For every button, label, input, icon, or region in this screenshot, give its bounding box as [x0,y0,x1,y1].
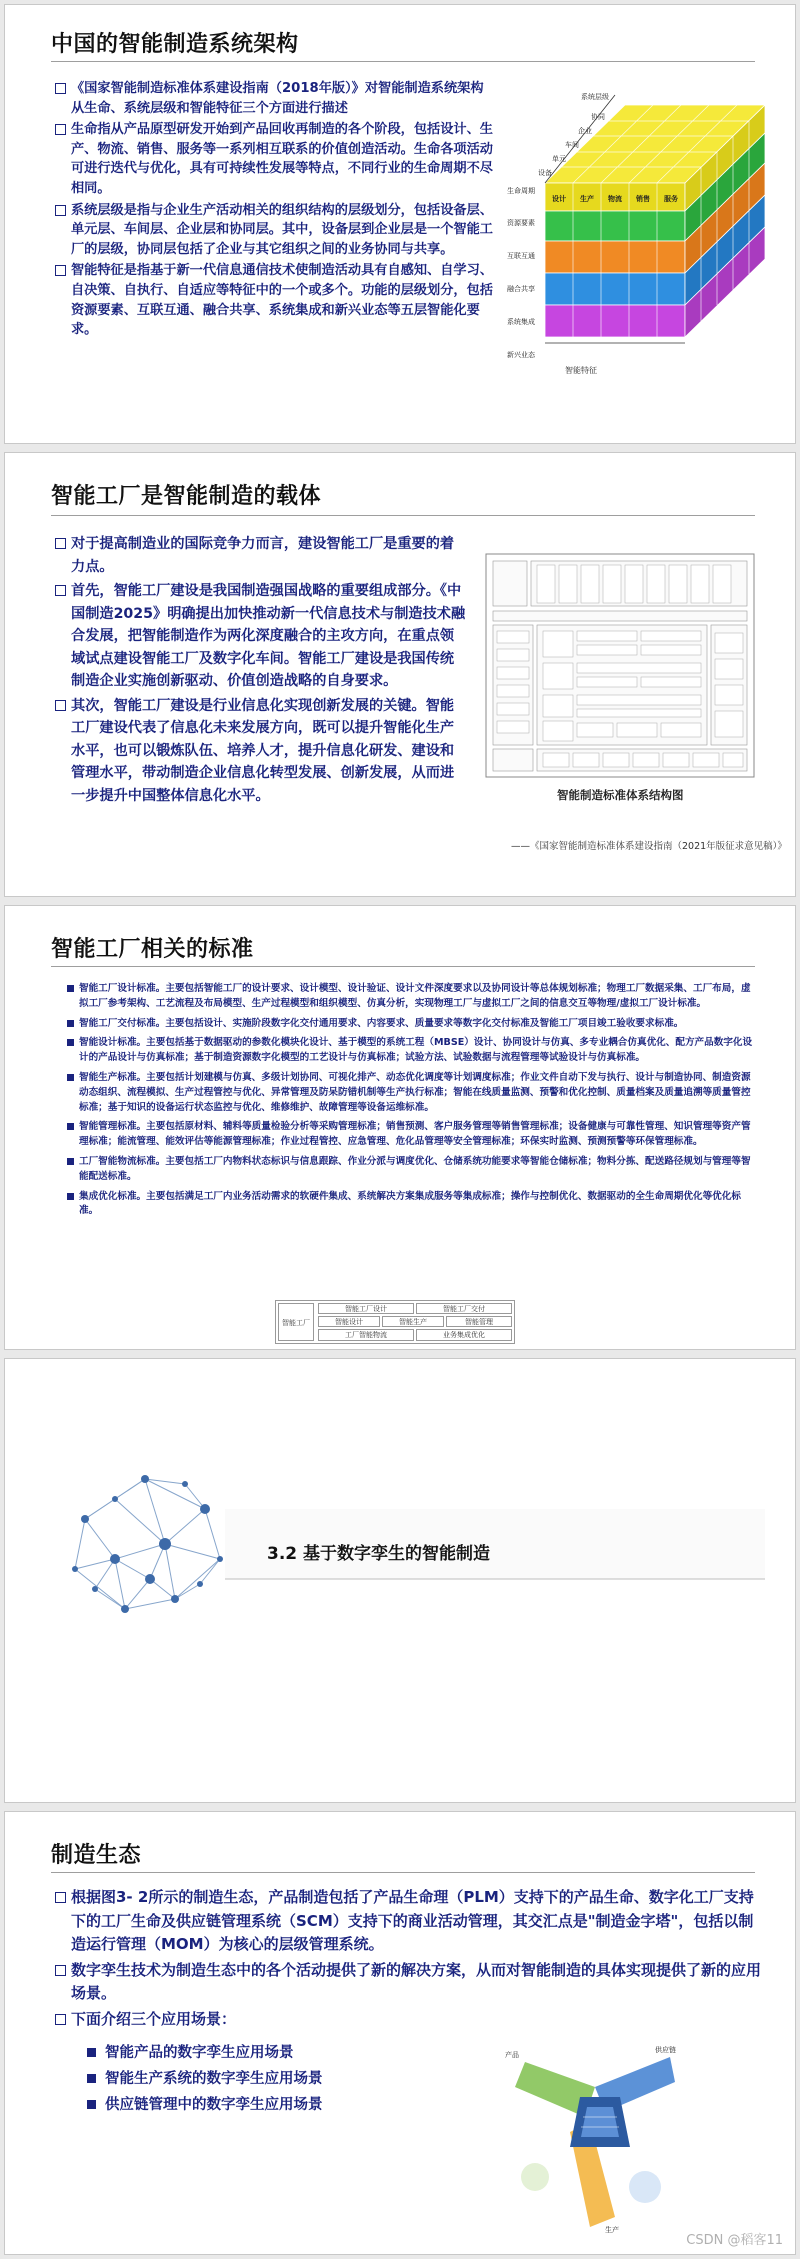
square-bullet-icon [67,1158,74,1165]
square-bullet-icon [87,2100,96,2109]
network-sphere-graphic [55,1459,235,1629]
cube-layer-label: 互联互通 [507,252,535,260]
slide-manufacturing-ecosystem [4,1811,796,2255]
slide-title: 智能工厂相关的标准 [51,937,254,962]
figure-source: ——《国家智能制造标准体系建设指南（2021年版征求意见稿）》 [511,841,787,852]
standard-item: 智能设计标准。主要包括基于数据驱动的参数化模块化设计、基于模型的系统工程（MBSE）设计、协同设计与仿真、多专业耦合仿真优化、配方产品数字化设计的产品设计与仿真标准；基于制造资源数字化模型的工艺设计与仿真标准；试验方法、试验数据与流程管理等试验设计与仿真标准。 [67,1036,757,1066]
bullet-list [55,79,493,340]
cube-front-label: 生产 [580,195,594,203]
diagram-label-supply-chain: 供应链 [655,2046,676,2054]
cube-top-level: 协同 [591,113,605,121]
square-bullet-icon [67,1074,74,1081]
checkbox-bullet-icon [55,205,66,216]
checkbox-bullet-icon [55,124,66,135]
cube-front-label: 销售 [636,195,650,203]
cube-axis-top: 系统层级 [581,93,609,101]
scenario-item: 智能生产系统的数字孪生应用场景 [87,2066,323,2092]
square-bullet-icon [67,985,74,992]
cube-layer-label: 资源要素 [507,219,535,227]
standard-item: 智能生产标准。主要包括计划建模与仿真、多级计划协同、可视化排产、动态优化调度等计划调度标准；作业文件自动下发与执行、设计与制造协同、制造资源动态组织、流程模拟、生产过程管控与优化、异常管理及防呆防错机制等生产执行标准；智能在线质量监测、预警和优化控制、质量档案及质量追溯等质量管控标准；基于知识的设备运行状态监控与优化、维修维护、故障管理等设备运维标准。 [67,1071,757,1115]
square-bullet-icon [67,1020,74,1027]
cube-left-label: 生命周期 [507,187,535,195]
slide-title: 智能工厂是智能制造的载体 [51,484,322,509]
checkbox-bullet-icon [55,700,66,711]
checkbox-bullet-icon [55,2014,66,2025]
standards-list [67,982,757,1224]
slide-standards [4,905,796,1350]
checkbox-bullet-icon [55,265,66,276]
diagram-label-product: 产品 [505,2051,519,2059]
checkbox-bullet-icon [55,83,66,94]
smart-factory-standard-diagram [275,1300,515,1344]
cube-bottom-axis: 智能特征 [565,366,597,375]
square-bullet-icon [87,2048,96,2057]
standard-item: 智能管理标准。主要包括原材料、辅料等质量检验分析等采购管理标准；销售预测、客户服务管理等销售管理标准；设备健康与可靠性管理、知识管理等资产管理标准；能流管理、能效评估等能源管理标准；作业过程管控、应急管理、危化品管理等安全管理标准；环保实时监测、预测预警等环保管理标准。 [67,1120,757,1150]
bullet-item: 其次，智能工厂建设是行业信息化实现创新发展的关键。智能工厂建设代表了信息化未来发展方向，既可以提升智能化生产水平，也可以锻炼队伍、培养人才，提升信息化研发、建设和管理水平，带动制造企业信息化转型发展、创新发展，从而进一步提升中国整体信息化水平。 [55,695,467,808]
diagram-cell: 智能设计 [318,1316,380,1327]
diagram-label-production: 生产 [605,2226,619,2234]
square-bullet-icon [67,1193,74,1200]
checkbox-bullet-icon [55,1892,66,1903]
cube-body [545,105,765,337]
standard-item: 工厂智能物流标准。主要包括工厂内物料状态标识与信息跟踪、作业分派与调度优化、仓储系统功能要求等智能仓储标准；物料分拣、配送路径规划与管理等智能配送标准。 [67,1155,757,1185]
square-bullet-icon [67,1039,74,1046]
checkbox-bullet-icon [55,538,66,549]
watermark: CSDN @稻客11 [686,2233,783,2248]
standard-item: 智能工厂交付标准。主要包括设计、实施阶段数字化交付通用要求、内容要求、质量要求等数字化交付标准及智能工厂项目竣工验收要求标准。 [67,1017,757,1032]
title-rule [51,966,755,967]
bullet-item: 下面介绍三个应用场景： [55,2008,763,2032]
slide-title: 中国的智能制造系统架构 [51,32,299,57]
bullet-item: 对于提高制造业的国际竞争力而言，建设智能工厂是重要的着力点。 [55,533,467,578]
bullet-item: 首先，智能工厂建设是我国制造强国战略的重要组成部分。《中国制造2025》明确提出加快推动新一代信息技术与制造技术融合发展，把智能制造作为两化深度融合的主攻方向，在重点领域试点建设智能工厂及数字化车间。智能工厂建设是我国传统制造企业实施创新驱动、价值创造战略的自身要求。 [55,580,467,693]
diagram-cell: 智能工厂设计 [318,1303,414,1314]
cube-layer-label: 融合共享 [507,285,535,293]
diagram-cell: 业务集成优化 [416,1329,512,1341]
cube-front-label: 服务 [664,195,678,203]
square-bullet-icon [67,1123,74,1130]
diagram-cell: 智能生产 [382,1316,444,1327]
bullet-list [55,533,467,807]
bullet-item: 《国家智能制造标准体系建设指南（2018年版）》对智能制造系统架构从生命、系统层级和智能特征三个方面进行描述 [55,79,493,118]
scenario-item: 智能产品的数字孪生应用场景 [87,2040,323,2066]
scenario-item: 供应链管理中的数字孪生应用场景 [87,2092,323,2118]
cube-top-level: 车间 [565,141,579,149]
bullet-list [55,1886,763,2034]
cube-layer-label: 系统集成 [507,318,535,326]
square-bullet-icon [87,2074,96,2083]
cube-layer-label: 新兴业态 [507,351,535,359]
cube-top-level: 企业 [578,127,592,135]
bullet-item: 生命指从产品原型研发开始到产品回收再制造的各个阶段，包括设计、生产、物流、销售、服务等一系列相互联系的价值创造活动。生命各项活动可进行迭代与优化，具有可持续性发展等特点，不同行业的生命周期不尽相同。 [55,120,493,198]
title-rule [51,61,755,62]
architecture-cube-diagram [505,75,795,375]
title-rule [51,515,755,516]
diagram-cell: 工厂智能物流 [318,1329,414,1341]
slide-section-divider [4,1358,796,1803]
diagram-cell: 智能管理 [446,1316,512,1327]
slide-smart-factory [4,452,796,897]
slide-architecture [4,4,796,444]
diagram-left-cell: 智能工厂 [278,1303,314,1341]
diagram-cell: 智能工厂交付 [416,1303,512,1314]
bullet-item: 智能特征是指基于新一代信息通信技术使制造活动具有自感知、自学习、自决策、自执行、自适应等特征中的一个或多个。功能的层级划分，包括资源要素、互联互通、融合共享、系统集成和新兴业态等五层智能化要求。 [55,261,493,339]
cube-top-level: 设备 [538,169,552,177]
cube-front-label: 设计 [552,195,566,203]
figure-caption: 智能制造标准体系结构图 [557,788,684,802]
checkbox-bullet-icon [55,585,66,596]
slide-title: 制造生态 [51,1843,142,1868]
section-title: 3.2 基于数字孪生的智能制造 [267,1544,491,1564]
standard-item: 智能工厂设计标准。主要包括智能工厂的设计要求、设计模型、设计验证、设计文件深度要求以及协同设计等总体规划标准；物理工厂数据采集、工厂布局，虚拟工厂参考架构、工艺流程及布局模型、生产过程模型和组织模型、仿真分析，实现物理工厂与虚拟工厂之间的信息交互等物理/虚拟工厂设计标准。 [67,982,757,1012]
manufacturing-ecosystem-diagram [495,2027,695,2237]
checkbox-bullet-icon [55,1965,66,1976]
cube-top-level: 单元 [552,155,566,163]
bullet-item: 系统层级是指与企业生产活动相关的组织结构的层级划分，包括设备层、单元层、车间层、企业层和协同层。其中，设备层到企业层是一个智能工厂的层级，协同层包括了企业与其它组织之间的业务协同与共享。 [55,201,493,260]
cube-front-label: 物流 [608,195,622,203]
title-rule [51,1872,755,1873]
bullet-item: 数字孪生技术为制造生态中的各个活动提供了新的解决方案，从而对智能制造的具体实现提供了新的应用场景。 [55,1959,763,2006]
bullet-item: 根据图3- 2所示的制造生态，产品制造包括了产品生命理（PLM）支持下的产品生命、数字化工厂支持下的工厂生命及供应链管理系统（SCM）支持下的商业活动管理，其交汇点是"制造金字塔"，包括以制造运行管理（MOM）为核心的层级管理系统。 [55,1886,763,1957]
standard-item: 集成优化标准。主要包括满足工厂内业务活动需求的软硬件集成、系统解决方案集成服务等集成标准；操作与控制优化、数据驱动的全生命周期优化等优化标准。 [67,1190,757,1220]
scenario-list [87,2040,323,2118]
standard-system-figure [485,553,755,778]
